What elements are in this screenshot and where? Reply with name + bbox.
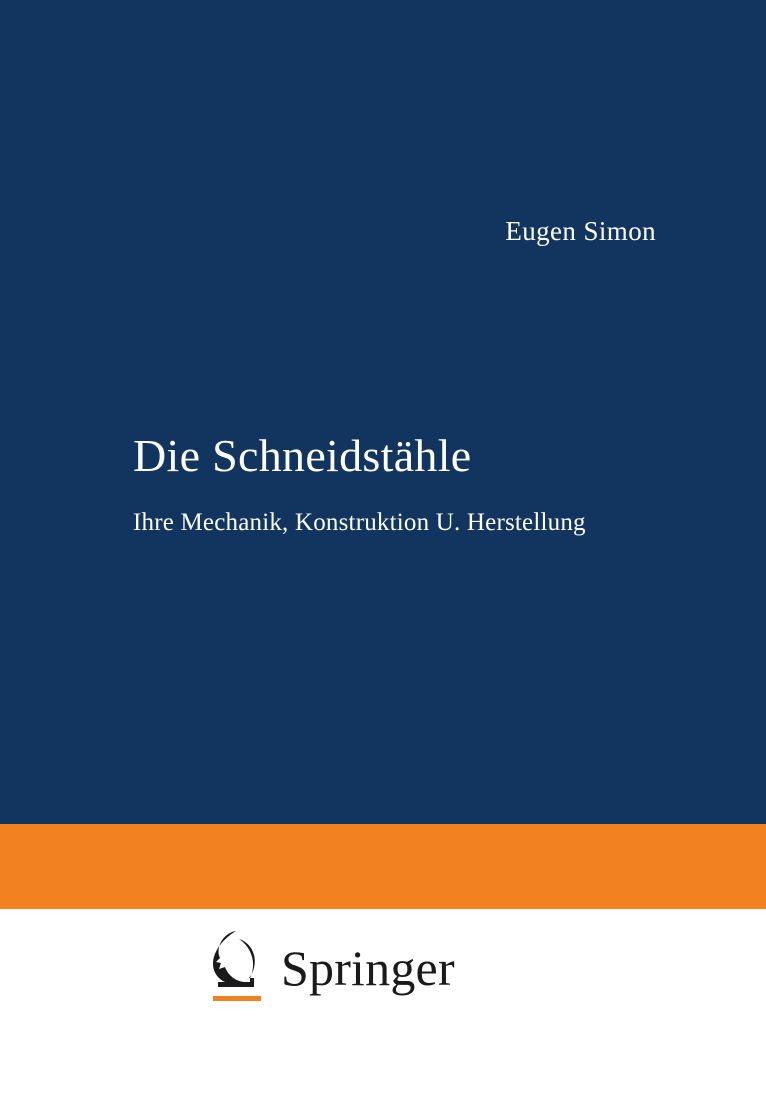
title-block	[133, 430, 693, 538]
springer-horse-icon	[205, 925, 267, 1003]
accent-band	[0, 824, 766, 909]
author-name: Eugen Simon	[505, 216, 656, 246]
page-subtitle: Ihre Mechanik, Konstruktion U. Herstellung	[133, 508, 586, 536]
publisher-name: Springer	[281, 940, 455, 996]
logo-underline	[213, 996, 261, 1001]
page-title: Die Schneidstähle	[133, 430, 472, 481]
publisher-logo	[205, 925, 455, 1003]
